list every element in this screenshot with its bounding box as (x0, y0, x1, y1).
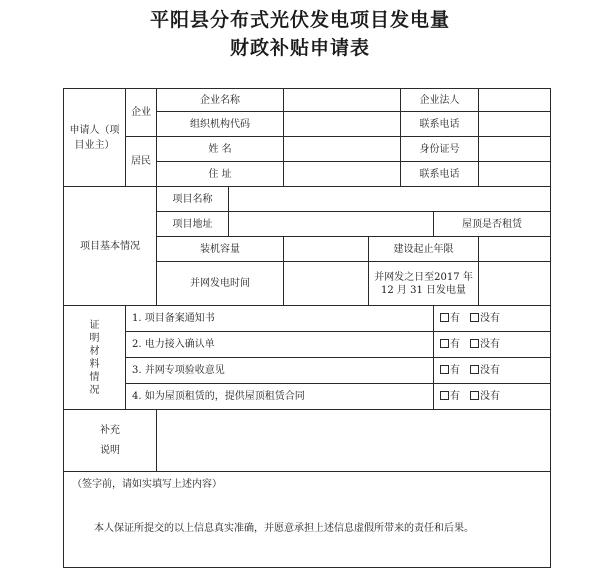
supplement-field[interactable] (157, 410, 551, 472)
form-title-line2: 财政补贴申请表 (229, 37, 370, 59)
yes-label: 有 (450, 391, 461, 402)
no-label: 没有 (480, 391, 501, 402)
grid-time-field[interactable] (284, 262, 369, 306)
proof-item-3: 3. 并网专项验收意见 (126, 358, 434, 384)
proof-materials-label-text: 证明材料情况 (89, 319, 100, 396)
no-label: 没有 (480, 339, 501, 350)
proof-item-3-yes-option[interactable] (440, 365, 460, 376)
project-address-label: 项目地址 (157, 212, 229, 237)
address-label: 住 址 (157, 162, 284, 187)
proof-item-3-no-option[interactable] (470, 365, 500, 376)
checkbox-icon (470, 365, 479, 374)
person-name-label: 姓 名 (157, 137, 284, 162)
address-field[interactable] (284, 162, 401, 187)
proof-item-4-no-option[interactable] (470, 391, 500, 402)
proof-item-4: 4. 如为屋顶租赁的，提供屋顶租赁合同 (126, 384, 434, 410)
enterprise-name-label: 企业名称 (157, 89, 284, 112)
declaration-area (64, 472, 551, 568)
legal-person-field[interactable] (479, 89, 551, 112)
form-title-line1: 平阳县分布式光伏发电项目发电量 (149, 9, 450, 31)
checkbox-icon (440, 313, 449, 322)
proof-item-1-options (434, 306, 551, 332)
proof-item-2-options (434, 332, 551, 358)
enterprise-phone-label: 联系电话 (401, 112, 479, 137)
checkbox-icon (470, 391, 479, 400)
construction-period-field[interactable] (479, 237, 551, 262)
yes-label: 有 (450, 339, 461, 350)
project-info-label: 项目基本情况 (64, 187, 157, 306)
person-name-field[interactable] (284, 137, 401, 162)
proof-item-2-yes-option[interactable] (440, 339, 460, 350)
construction-period-label: 建设起止年限 (369, 237, 479, 262)
yes-label: 有 (450, 313, 461, 324)
applicant-label: 申请人（项目业主） (64, 89, 126, 187)
project-name-label: 项目名称 (157, 187, 229, 212)
proof-item-1-no-option[interactable] (470, 313, 500, 324)
proof-item-2: 2. 电力接入确认单 (126, 332, 434, 358)
yes-label: 有 (450, 365, 461, 376)
checkbox-icon (440, 339, 449, 348)
resident-phone-label: 联系电话 (401, 162, 479, 187)
checkbox-icon (470, 313, 479, 322)
capacity-label: 装机容量 (157, 237, 284, 262)
id-number-field[interactable] (479, 137, 551, 162)
org-code-label: 组织机构代码 (157, 112, 284, 137)
project-address-field[interactable] (229, 212, 434, 237)
grid-time-label: 并网发电时间 (157, 262, 284, 306)
checkbox-icon (440, 365, 449, 374)
roof-lease-label: 屋顶是否租赁 (434, 212, 551, 237)
supplement-label (64, 410, 157, 472)
no-label: 没有 (480, 365, 501, 376)
enterprise-name-field[interactable] (284, 89, 401, 112)
signing-note: （签字前，请如实填写上述内容） (72, 479, 222, 490)
proof-item-3-options (434, 358, 551, 384)
resident-phone-field[interactable] (479, 162, 551, 187)
no-label: 没有 (480, 313, 501, 324)
capacity-field[interactable] (284, 237, 369, 262)
project-name-field[interactable] (229, 187, 551, 212)
proof-item-1: 1. 项目备案通知书 (126, 306, 434, 332)
checkbox-icon (440, 391, 449, 400)
org-code-field[interactable] (284, 112, 401, 137)
proof-item-2-no-option[interactable] (470, 339, 500, 350)
proof-item-4-yes-option[interactable] (440, 391, 460, 402)
resident-label: 居民 (126, 137, 157, 187)
supplement-label-text: 补充说明 (100, 424, 120, 456)
proof-materials-label (64, 306, 126, 410)
id-number-label: 身份证号 (401, 137, 479, 162)
checkbox-icon (470, 339, 479, 348)
subsidy-application-table (63, 88, 551, 568)
generation-label: 并网发之日至2017 年 12 月 31 日发电量 (369, 262, 479, 306)
enterprise-label: 企业 (126, 89, 157, 137)
legal-person-label: 企业法人 (401, 89, 479, 112)
declaration-statement: 本人保证所提交的以上信息真实准确，并愿意承担上述信息虚假所带来的责任和后果。 (94, 523, 474, 534)
enterprise-phone-field[interactable] (479, 112, 551, 137)
proof-item-1-yes-option[interactable] (440, 313, 460, 324)
generation-field[interactable] (479, 262, 551, 306)
proof-item-4-options (434, 384, 551, 410)
